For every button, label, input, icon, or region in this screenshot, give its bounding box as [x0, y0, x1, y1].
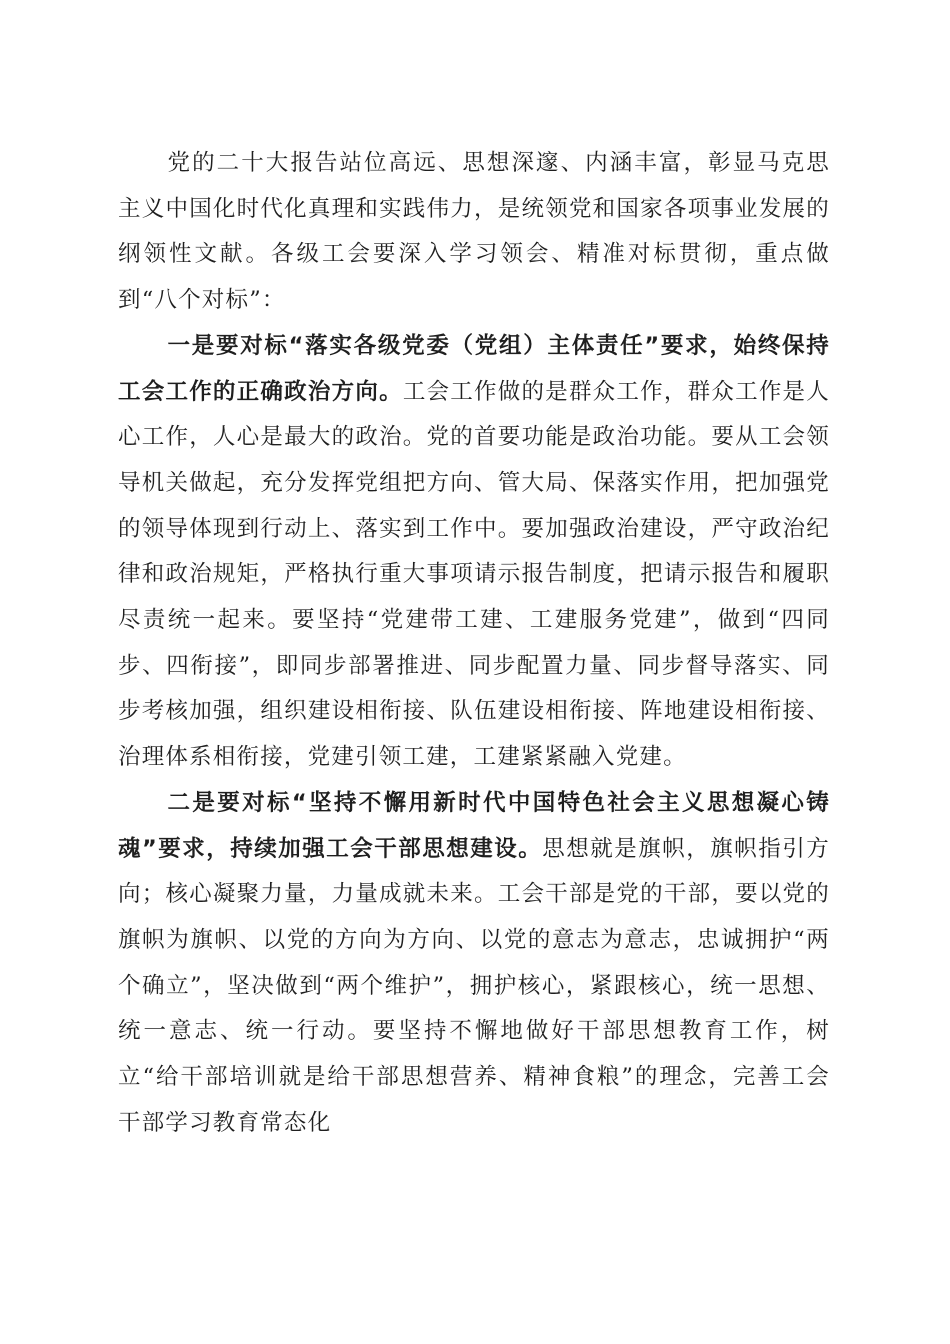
point-two-text: 思想就是旗帜，旗帜指引方向；核心凝聚力量，力量成就未来。工会干部是党的干部，要以党的旗帜为旗帜、以党的方向为方向、以党的意志为意志，忠诚拥护“两个确立”，坚决做到“两个维护”，拥护核心，紧跟核心，统一思想、统一意志、统一行动。要坚持不懈地做好干部思想教育工作，树立“给干部培训就是给干部思想营养、精神食粮”的理念，完善工会干部学习教育常态化 — [118, 835, 830, 1136]
point-one-heading: 一是要对标“落实各级党委（党组）主体责任”要求，始终保持工会工作的正确政治方向。 — [118, 332, 830, 405]
intro-text: 党的二十大报告站位高远、思想深邃、内涵丰富，彰显马克思主义中国化时代化真理和实践伟力，是统领党和国家各项事业发展的纲领性文献。各级工会要深入学习领会、精准对标贯彻，重点做到“八个对标”： — [118, 150, 830, 314]
point-one-text: 工会工作做的是群众工作，群众工作是人心工作，人心是最大的政治。党的首要功能是政治功能。要从工会领导机关做起，充分发挥党组把方向、管大局、保落实作用，把加强党的领导体现到行动上、落实到工作中。要加强政治建设，严守政治纪律和政治规矩，严格执行重大事项请示报告制度，把请示报告和履职尽责统一起来。要坚持“党建带工建、工建服务党建”，做到“四同步、四衔接”，即同步部署推进、同步配置力量、同步督导落实、同步考核加强，组织建设相衔接、队伍建设相衔接、阵地建设相衔接、治理体系相衔接，党建引领工建，工建紧紧融入党建。 — [118, 378, 830, 771]
document-body — [118, 141, 830, 1146]
point-two-paragraph — [118, 781, 830, 1147]
intro-paragraph — [118, 141, 830, 324]
point-two-heading: 二是要对标“坚持不懈用新时代中国特色社会主义思想凝心铸魂”要求，持续加强工会干部思想建设。 — [118, 789, 830, 862]
point-one-paragraph — [118, 324, 830, 781]
